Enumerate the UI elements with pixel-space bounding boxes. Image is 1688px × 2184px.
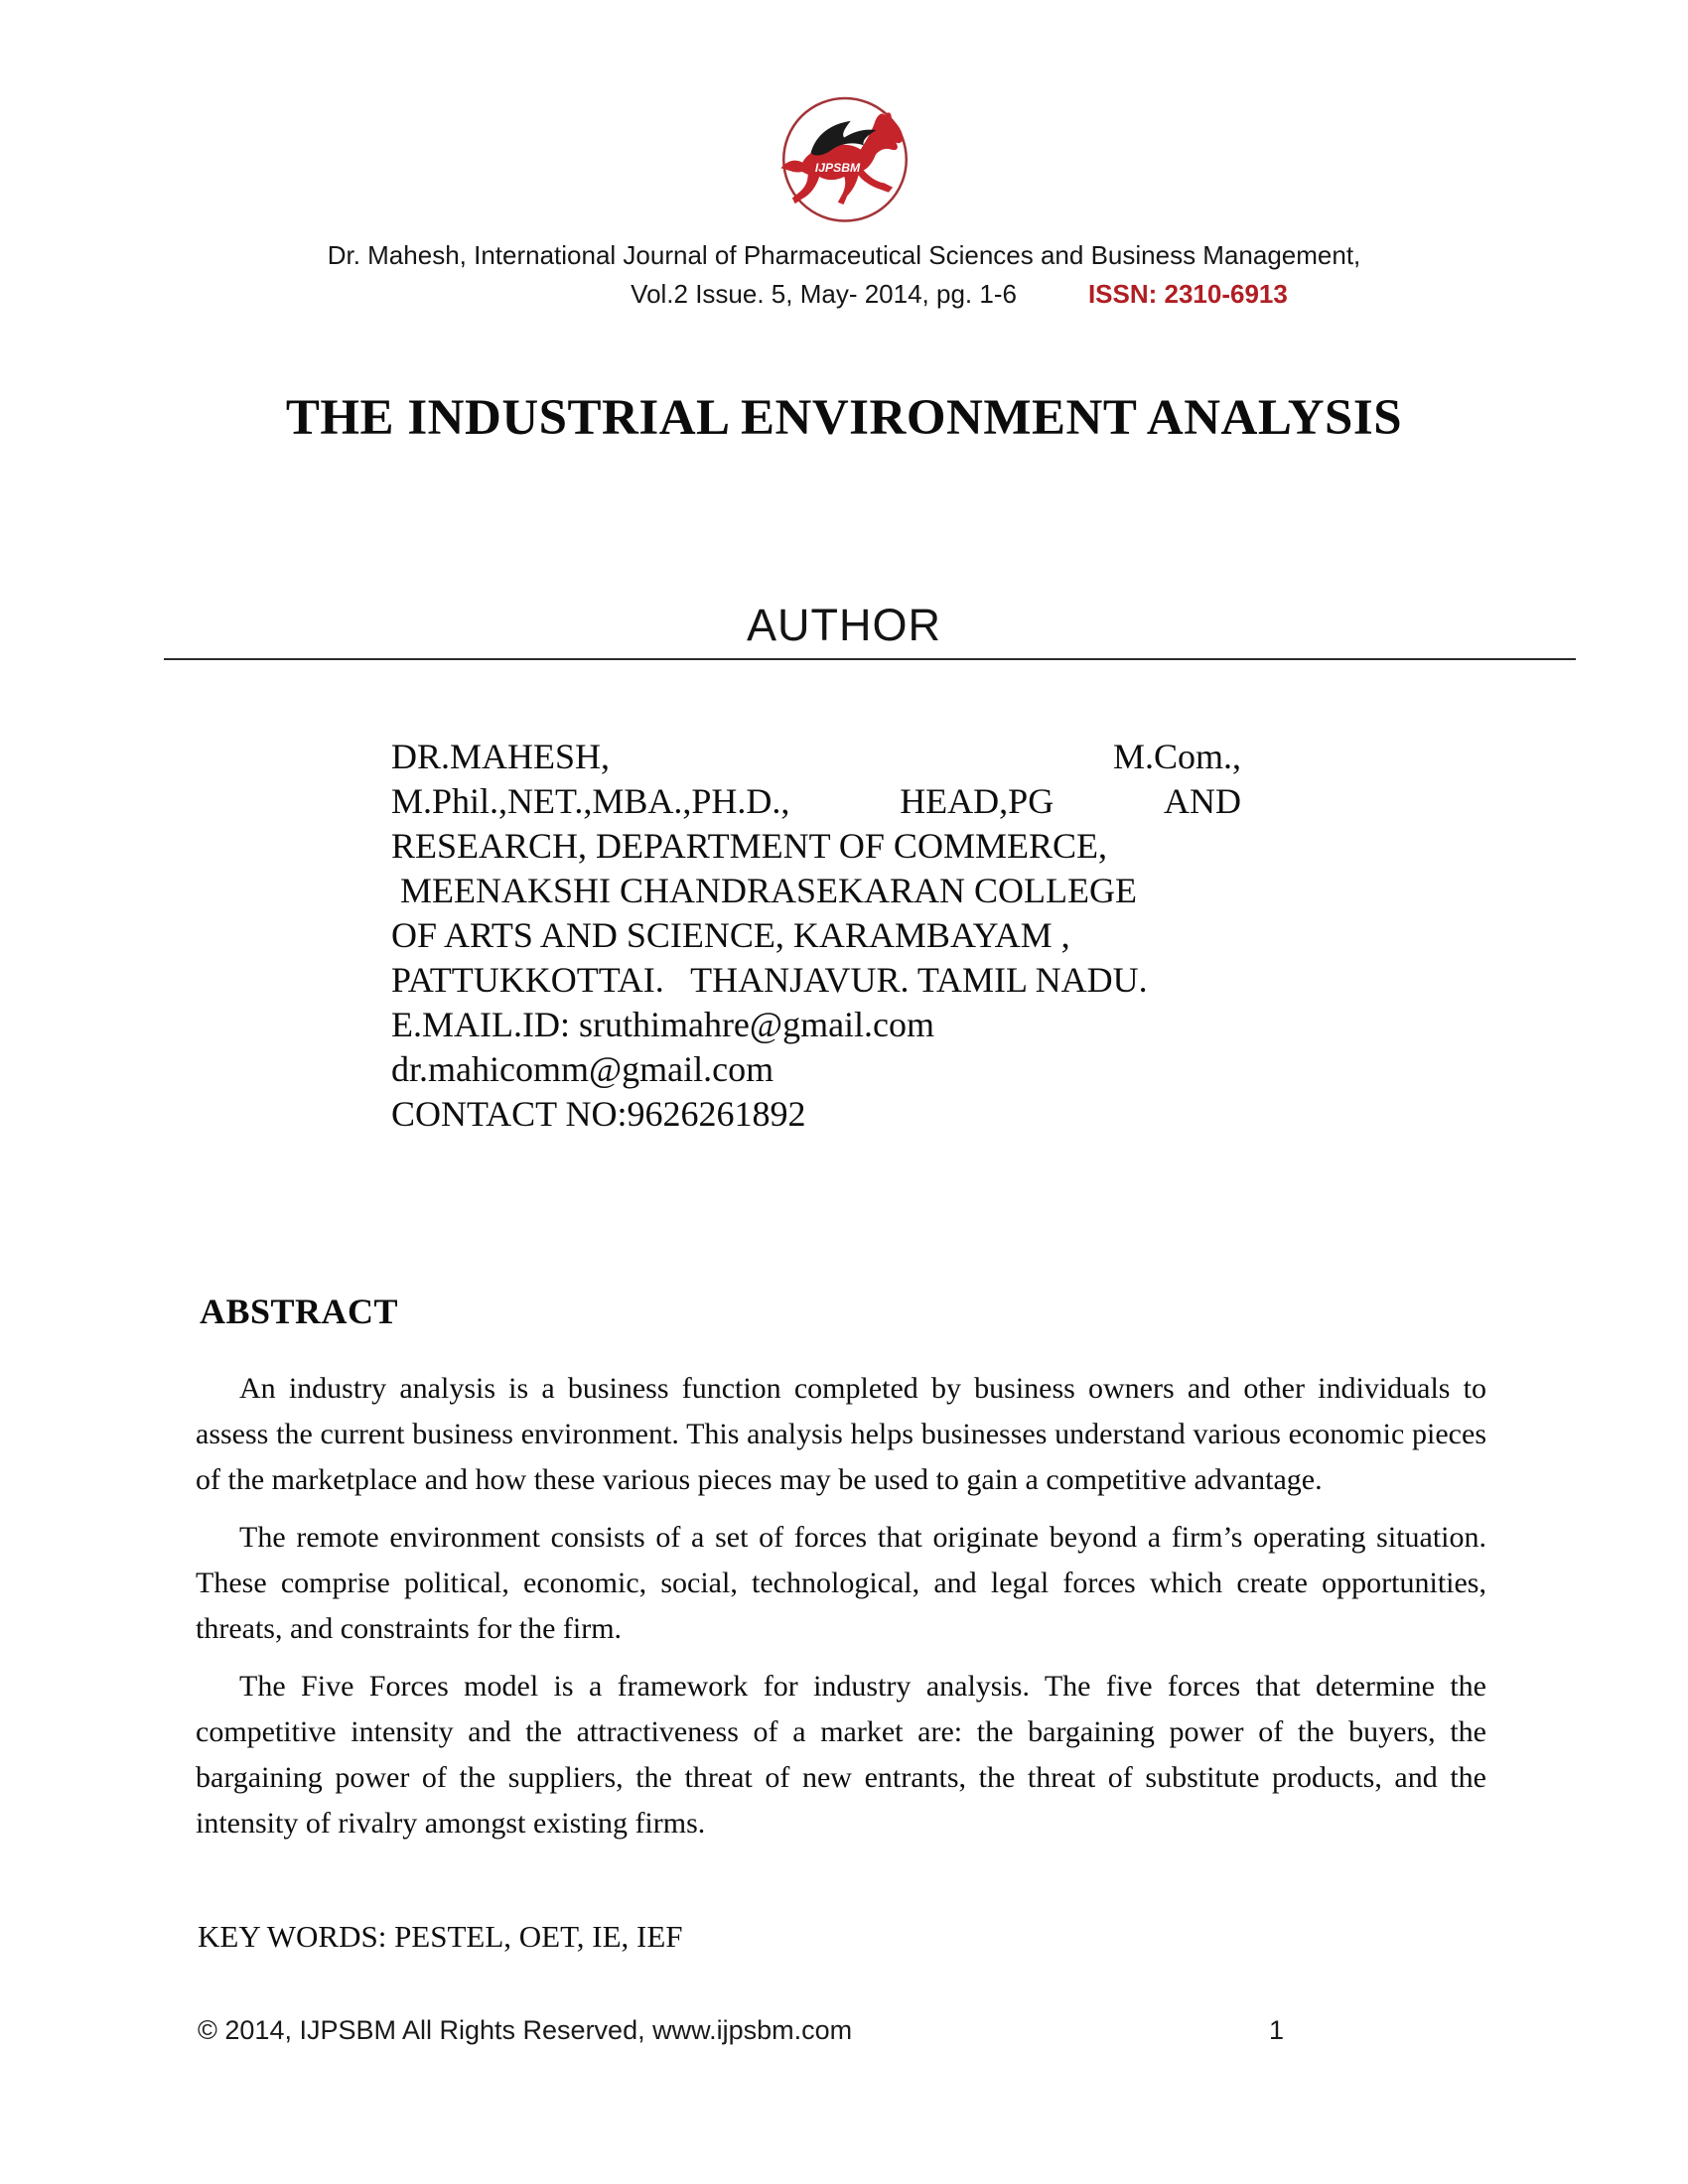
journal-logo bbox=[767, 81, 923, 236]
keywords-line: KEY WORDS: PESTEL, OET, IE, IEF bbox=[198, 1919, 683, 1954]
author-email-primary: E.MAIL.ID: sruthimahre@gmail.com bbox=[391, 1005, 935, 1044]
abstract-body bbox=[196, 1366, 1486, 1858]
author-divider bbox=[164, 658, 1576, 660]
abstract-paragraph-3: The Five Forces model is a framework for industry analysis. The five forces that determine the competitive intensity and the attractiveness of a market are: the bargaining power of the buyers, the bargaining power of the suppliers, the threat of new entrants, the threat of substitute products, and the intensity of rivalry amongst existing firms. bbox=[196, 1670, 1486, 1840]
abstract-paragraph-1: An industry analysis is a business function completed by business owners and other individuals to assess the current business environment. This analysis helps businesses understand various economic pieces of the marketplace and how these various pieces may be used to gain a competitive advantage. bbox=[196, 1372, 1486, 1496]
author-line: MEENAKSHI CHANDRASEKARAN COLLEGE bbox=[391, 871, 1137, 910]
author-contact-number: CONTACT NO:9626261892 bbox=[391, 1094, 806, 1134]
author-line bbox=[391, 779, 1241, 824]
author-qualifications: M.Phil.,NET.,MBA.,PH.D., bbox=[391, 781, 790, 821]
header-volume-line bbox=[115, 277, 1688, 311]
issn-number: ISSN: 2310-6913 bbox=[1087, 279, 1288, 309]
footer-copyright: © 2014, IJPSBM All Rights Reserved, www.ijpsbm.com bbox=[198, 2015, 853, 2045]
author-line: RESEARCH, DEPARTMENT OF COMMERCE, bbox=[391, 826, 1107, 866]
author-section-heading: AUTHOR bbox=[747, 600, 941, 650]
author-line: OF ARTS AND SCIENCE, KARAMBAYAM , bbox=[391, 915, 1070, 955]
author-email-secondary: dr.mahicomm@gmail.com bbox=[391, 1049, 774, 1089]
author-position-cont: AND bbox=[1164, 781, 1241, 821]
author-details bbox=[391, 735, 1241, 1137]
pegasus-horse-icon bbox=[767, 81, 923, 236]
page-number: 1 bbox=[1269, 2015, 1285, 2045]
logo-text: IJPSBM bbox=[814, 160, 861, 175]
author-name: DR.MAHESH, bbox=[391, 737, 611, 776]
abstract-heading: ABSTRACT bbox=[200, 1292, 399, 1331]
paper-title: THE INDUSTRIAL ENVIRONMENT ANALYSIS bbox=[285, 390, 1403, 446]
abstract-paragraph-2: The remote environment consists of a set of forces that originate beyond a firm’s operating situation. These comprise political, economic, social, technological, and legal forces which create opportunities, threats, and constraints for the firm. bbox=[196, 1521, 1486, 1645]
author-position: HEAD,PG bbox=[900, 781, 1055, 821]
author-line: PATTUKKOTTAI. THANJAVUR. TAMIL NADU. bbox=[391, 960, 1148, 1000]
volume-issue-text: Vol.2 Issue. 5, May- 2014, pg. 1-6 bbox=[631, 279, 1017, 309]
author-line bbox=[391, 735, 1241, 779]
author-degree: M.Com., bbox=[1112, 737, 1241, 776]
header-citation-line: Dr. Mahesh, International Journal of Pharmaceutical Sciences and Business Management, bbox=[327, 240, 1361, 270]
